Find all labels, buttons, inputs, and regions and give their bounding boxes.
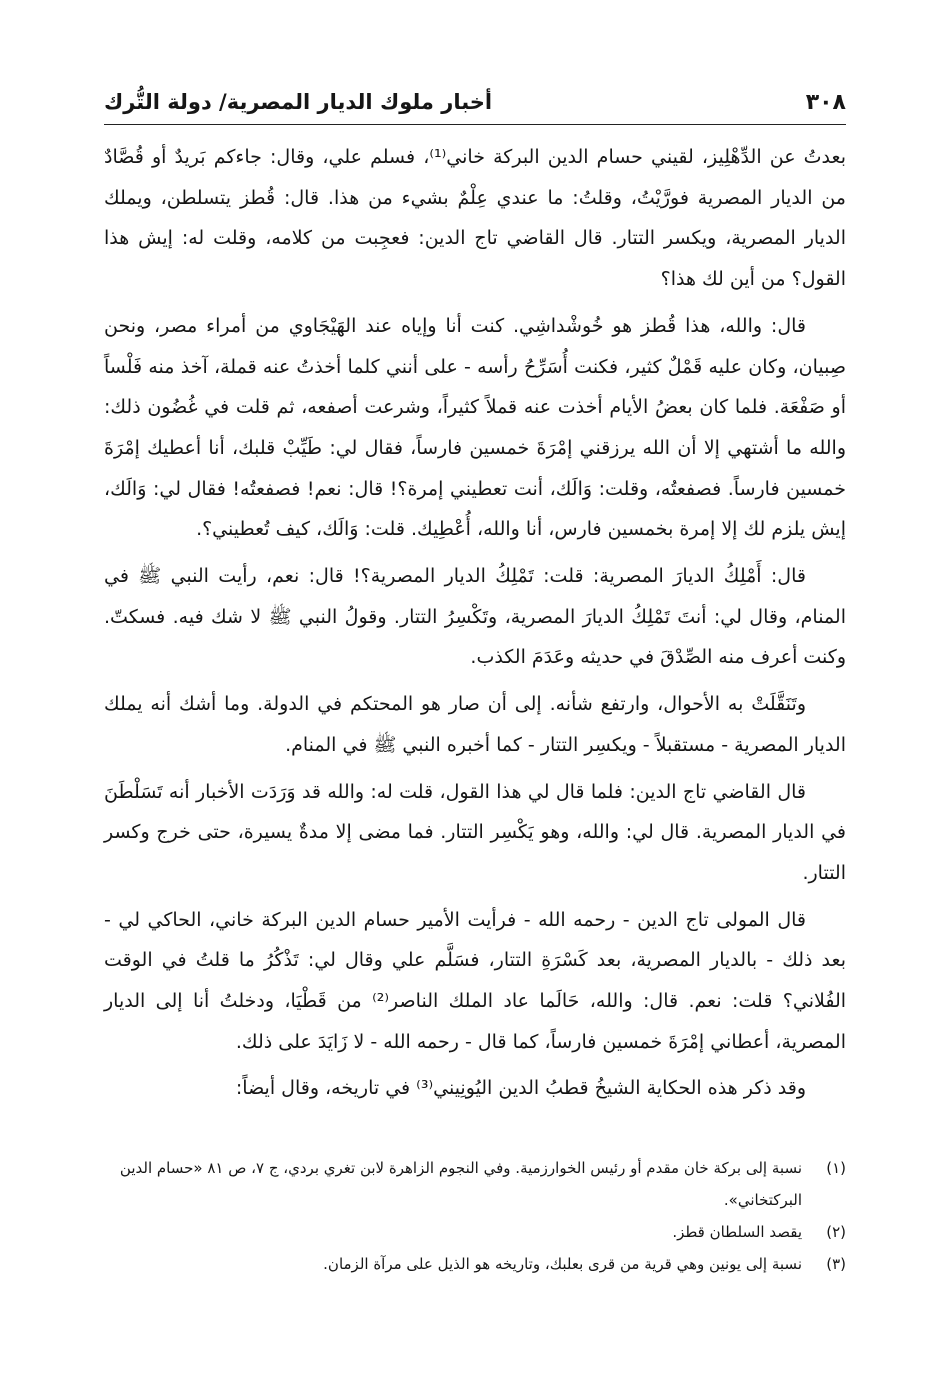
paragraph: قال: والله، هذا قُطز هو خُوشْداشِي. كنت أنا وإياه عند الهَيْجَاوي من أمراء مصر، ونحن صِبيان، وكان عليه قَمْلٌ كثير، فكنت أُسَرِّحُ رأسه - على أنني كلما أخذتُ عنه قملة، آخذ منه فَلْساً أو صَفْعَة. فلما كان بعضُ الأيام أخذت عنه قملاً كثيراً، وشرعت أصفعه، ثم قلت في غُضُون ذلك: والله ما أشتهي إلا أن الله يرزقني إمْرَةَ خمسين فارساً، فقال لي: طَيِّبْ قلبك، أنا أعطيك إمْرَةَ خمسين فارساً. فصفعتُه، وقلت: وَالَك، أنت تعطيني إمرة؟! قال: نعم! فصفعتُه! فقال لي: وَالَك، إيش يلزم لك إلا إمرة بخمسين فارس، أنا والله، أُعْطِيك. قلت: وَالَك، كيف تُعطيني؟. xyxy=(104,314,846,541)
footnote-text: نسبة إلى بركة خان مقدم أو رئيس الخوارزمية. وفي النجوم الزاهرة لابن تغري بردي، ج ٧، ص ٨١ «حسام الدين البركتخاني». xyxy=(119,1159,802,1209)
paragraph: قال: أَمْلِكُ الديارَ المصرية: قلت: تَمْلِكُ الديار المصرية؟! قال: نعم، رأيت النبي ﷺ في المنام، وقال لي: أنتَ تَمْلِكُ الديارَ المصرية، وتَكْسِرُ التتار. وقولُ النبي ﷺ لا شك فيه. فسكتّ. وكنت أعرف منه الصِّدْقَ في حديثه وعَدَمَ الكذب. xyxy=(104,565,846,669)
footnotes xyxy=(104,1152,846,1280)
footnote-number: (٣) xyxy=(826,1255,846,1273)
paragraph: قال المولى تاج الدين - رحمه الله - فرأيت الأمير حسام الدين البركة خاني، الحاكي لي - بعد ذلك - بالديار المصرية، بعد كَسْرَةِ التتار، فسَلَّم علي وقال لي: تَذْكُرُ ما قلتُ في الوقت الفُلاني؟ قلت: نعم. قال: والله، حَالَما عاد الملك الناصر⁽²⁾ من قَطْيَا، ودخلتُ أنا إلى الديار المصرية، أعطاني إمْرَةَ خمسين فارساً، كما قال - رحمه الله - لا زَايَدَ على ذلك. xyxy=(104,908,847,1053)
footnote-number: (١) xyxy=(826,1159,846,1177)
footnote xyxy=(104,1216,846,1248)
paragraph: بعدتُ عن الدِّهْلِيز، لقيني حسام الدين البركة خاني⁽¹⁾، فسلم علي، وقال: جاءكم بَريدٌ أو قُصَّادٌ من الديار المصرية فورَّيْتُ، وقلتُ: ما عندي عِلْمٌ بشيء من هذا. قال: قُطز يتسلطن، ويملك الديار المصرية، ويكسر التتار. قال القاضي تاج الدين: فعجِبت من كلامه، وقلت له: إيش هذا القول؟ من أين لك هذا؟ xyxy=(104,146,846,291)
footnote-number: (٢) xyxy=(826,1223,846,1241)
page-header xyxy=(104,86,846,125)
footnote-text: يقصد السلطان قطز. xyxy=(672,1223,802,1241)
paragraph: وقد ذكر هذه الحكاية الشيخُ قطبُ الدين اليُونِيني⁽³⁾ في تاريخه، وقال أيضاً: xyxy=(235,1077,806,1100)
footnote xyxy=(104,1248,846,1280)
paragraph: وتَنَقَّلَتْ به الأحوال، وارتفع شأنه. إلى أن صار هو المحتكم في الدولة. وما أشك أنه يملك الديار المصرية - مستقبلاً - ويكسِر التتار - كما أخبره النبي ﷺ في المنام. xyxy=(104,693,846,756)
running-title: أخبار ملوك الديار المصرية/ دولة التُّرك xyxy=(104,90,493,114)
footnote-text: نسبة إلى يونين وهي قرية من قرى بعلبك، وتاريخه هو الذيل على مرآة الزمان. xyxy=(323,1255,802,1273)
footnote xyxy=(104,1152,846,1216)
paragraph: قال القاضي تاج الدين: فلما قال لي هذا القول، قلت له: والله قد وَرَدَت الأخبار أنه تَسَلْطَنَ في الديار المصرية. قال لي: والله، وهو يَكْسِر التتار. فما مضى إلا مدةٌ يسيرة، حتى خرج وكسر التتار. xyxy=(104,780,846,884)
main-text xyxy=(104,137,846,1115)
page-number: ٣٠٨ xyxy=(805,90,846,115)
